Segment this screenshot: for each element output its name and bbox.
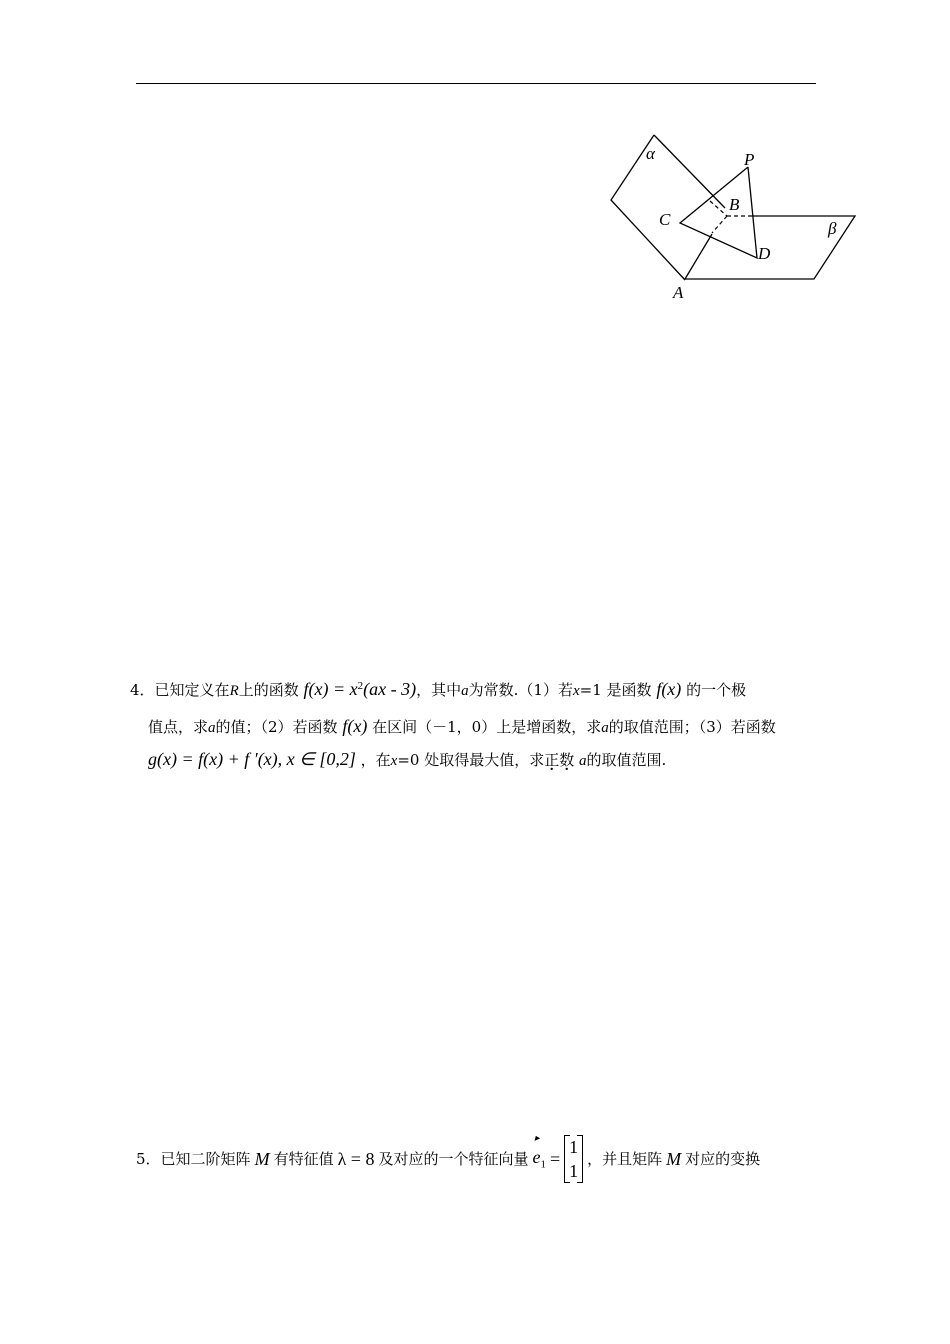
var-R: R — [229, 683, 239, 699]
text: 对应的变换 — [685, 1149, 761, 1168]
text: ，并且矩阵 — [587, 1149, 663, 1168]
matrix-entry: 1 — [569, 1161, 579, 1181]
label-B: B — [729, 195, 740, 214]
emphasis-char: 数 — [559, 751, 575, 769]
text: 在区间（－1，0）上是增函数，求 — [372, 718, 602, 736]
equals-sign: = — [549, 1149, 561, 1169]
formula-lambda: λ = 8 — [337, 1149, 375, 1169]
label-A: A — [673, 283, 684, 302]
var-a: a — [579, 753, 587, 769]
var-a: a — [208, 720, 216, 736]
question-number: 5． — [136, 1149, 161, 1168]
dihedral-figure — [600, 125, 870, 310]
label-beta: β — [828, 219, 837, 238]
var-a: a — [461, 683, 469, 699]
formula-gx: g(x) = f(x) + f ′(x), x ∈ [0,2] — [148, 749, 356, 769]
text: 上的函数 — [238, 681, 299, 699]
formula-fx: f(x) = x — [303, 679, 358, 699]
var-M: M — [254, 1149, 270, 1169]
var-x: x — [572, 683, 580, 699]
text: ，在 — [360, 751, 391, 769]
text: 的取值范围. — [586, 751, 667, 769]
subscript: 1 — [540, 1158, 546, 1171]
vector-arrow-icon: ▸ — [534, 1132, 540, 1144]
text: 的值；（2）若函数 — [215, 718, 338, 736]
label-C: C — [659, 210, 671, 229]
q4-line-3 — [148, 750, 666, 769]
q4-line-1 — [130, 680, 746, 699]
text: 的一个极 — [686, 681, 747, 699]
matrix-entry: 1 — [569, 1137, 579, 1157]
label-alpha: α — [646, 144, 655, 163]
label-D: D — [758, 244, 771, 263]
text: 已知二阶矩阵 — [160, 1149, 251, 1168]
text: 为常数.（1）若 — [468, 681, 573, 699]
text: =1 是函数 — [579, 681, 652, 699]
text: 值点，求 — [148, 718, 209, 736]
text: 的取值范围；（3）若函数 — [608, 718, 776, 736]
text: =0 处取得最大值，求 — [397, 751, 545, 769]
formula-fx: f(x) — [342, 716, 368, 736]
var-e: e — [532, 1146, 541, 1167]
exponent: 2 — [357, 680, 364, 692]
q5-line-1 — [136, 1132, 761, 1183]
q4-line-2 — [148, 717, 776, 736]
formula-fx-tail: (ax - 3) — [363, 679, 417, 699]
vector-e1 — [532, 1132, 546, 1171]
formula-fx: f(x) — [656, 679, 682, 699]
emphasis-char: 正 — [544, 751, 560, 769]
label-P: P — [744, 150, 755, 169]
var-M: M — [666, 1149, 682, 1169]
text: 有特征值 — [273, 1149, 334, 1168]
text: ，其中 — [416, 681, 462, 699]
var-x: x — [390, 753, 398, 769]
column-matrix — [564, 1135, 583, 1183]
var-a: a — [601, 720, 609, 736]
question-number: 4． — [130, 681, 155, 699]
header-rule — [136, 83, 816, 84]
text: 及对应的一个特征向量 — [378, 1149, 529, 1168]
text: 已知定义在 — [154, 681, 230, 699]
